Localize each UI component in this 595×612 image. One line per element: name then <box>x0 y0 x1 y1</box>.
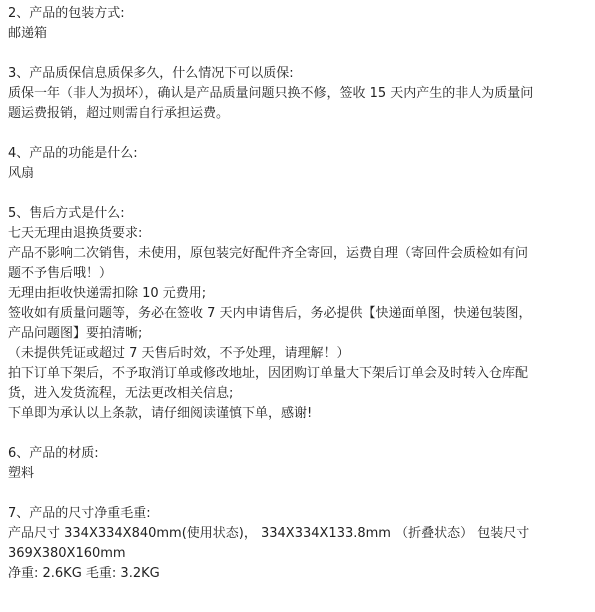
section-text-line: 产品不影响二次销售，未使用，原包装完好配件齐全寄回，运费自理（寄回件会质检如有问 <box>8 246 529 261</box>
section-heading-after-sales: 5、售后方式是什么: <box>8 206 125 221</box>
section-text-line: 邮递箱 <box>8 26 48 41</box>
section-text-line: 题运费报销，超过则需自行承担运费。 <box>8 106 230 121</box>
section-heading-packaging: 2、产品的包装方式: <box>8 6 125 21</box>
section-heading-material: 6、产品的材质: <box>8 446 99 461</box>
section-text-line: 七天无理由退换货要求: <box>8 226 143 241</box>
document-body <box>8 0 568 584</box>
section-text-line: 签收如有质量问题等，务必在签收 7 天内申请售后，务必提供【快递面单图，快递包装图， <box>8 306 532 321</box>
section-heading-function: 4、产品的功能是什么: <box>8 146 138 161</box>
section-text-line: （未提供凭证或超过 7 天售后时效，不予处理，请理解！） <box>8 346 350 361</box>
section-text-line: 拍下订单下架后，不予取消订单或修改地址，因团购订单量大下架后订单会及时转入仓库配 <box>8 366 529 381</box>
section-text-line: 质保一年（非人为损坏），确认是产品质量问题只换不修，签收 15 天内产生的非人为质量问 <box>8 86 534 101</box>
section-heading-dimensions: 7、产品的尺寸净重毛重: <box>8 506 151 521</box>
section-text-line: 产品问题图】要拍清晰; <box>8 326 143 341</box>
section-text-line: 塑料 <box>8 466 35 481</box>
section-text-line: 风扇 <box>8 166 35 181</box>
section-text-line: 下单即为承认以上条款，请仔细阅读谨慎下单，感谢! <box>8 406 313 421</box>
section-text-line: 净重: 2.6KG 毛重: 3.2KG <box>8 566 160 581</box>
section-heading-warranty: 3、产品质保信息质保多久，什么情况下可以质保: <box>8 66 294 81</box>
section-text-line: 369X380X160mm <box>8 546 126 561</box>
section-text-line: 题不予售后哦！） <box>8 266 113 281</box>
section-text-line: 无理由拒收快递需扣除 10 元费用; <box>8 286 207 301</box>
section-text-line: 产品尺寸 334X334X840mm(使用状态)， 334X334X133.8mm （折叠状态） 包装尺寸 <box>8 526 530 541</box>
section-text-line: 货，进入发货流程，无法更改相关信息; <box>8 386 234 401</box>
